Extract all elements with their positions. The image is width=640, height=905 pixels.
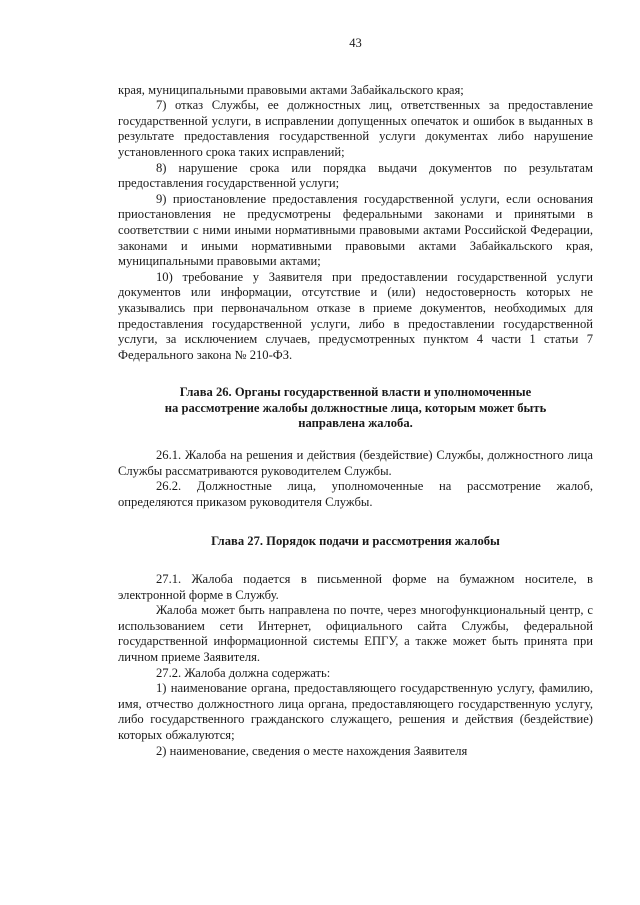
chapter-26-heading-line-1: Глава 26. Органы государственной власти и уполномоченные bbox=[179, 385, 532, 400]
paragraph-26-2: 26.2. Должностные лица, уполномоченные на рассмотрение жалоб, определяются приказом руководителя Службы. bbox=[118, 479, 593, 509]
chapter-26-heading-line-3: направлена жалоба. bbox=[298, 416, 413, 431]
paragraph-27-1: 27.1. Жалоба подается в письменной форме на бумажном носителе, в электронной форме в Службу. bbox=[118, 572, 593, 602]
page-number: 43 bbox=[349, 36, 362, 50]
list-item-8: 8) нарушение срока или порядка выдачи документов по результатам предоставления государственной услуги; bbox=[118, 160, 593, 191]
paragraph-26-1: 26.1. Жалоба на решения и действия (бездействие) Службы, должностного лица Службы рассматриваются руководителем Службы. bbox=[118, 448, 593, 478]
chapter-27-heading-line-1: Глава 27. Порядок подачи и рассмотрения жалобы bbox=[211, 534, 500, 549]
paragraph-27-1-cont: Жалоба может быть направлена по почте, через многофункциональный центр, с использованием сети Интернет, официального сайта Службы, федеральной государственной информационной системы ЕПГУ, а также может быть принята при личном приеме Заявителя. bbox=[118, 603, 593, 664]
list-item-7: 7) отказ Службы, ее должностных лиц, ответственных за предоставление государственной услуги, в исправлении допущенных опечаток и ошибок в выданных в результате предоставления государственной услуги документах либо нарушение установленного срока таких исправлений; bbox=[118, 98, 593, 159]
list-item-9: 9) приостановление предоставления государственной услуги, если основания приостановления не предусмотрены федеральными законами и принятыми в соответствии с ними иными нормативными правовыми актами Российской Федерации, законами и иными нормативными правовыми актами Забайкальского края, муниципальными правовыми актами; bbox=[118, 191, 593, 269]
paragraph-27-2: 27.2. Жалоба должна содержать: bbox=[156, 665, 331, 680]
paragraph-0: края, муниципальными правовыми актами Забайкальского края; bbox=[118, 82, 464, 97]
chapter-26-heading bbox=[118, 385, 593, 432]
list-item-10: 10) требование у Заявителя при предоставлении государственной услуги документов или информации, отсутствие и (или) недостоверность которых не указывались при первоначальном отказе в приеме документов, необходимых для предоставления государственной услуги, либо в предоставлении государственной услуги, за исключением случаев, предусмотренных пунктом 4 части 1 статьи 7 Федерального закона № 210-ФЗ. bbox=[118, 269, 593, 362]
list-item-27-2-1: 1) наименование органа, предоставляющего государственную услугу, фамилию, имя, отчество должностного лица органа, предоставляющего государственную услугу, либо государственного гражданского служащего, решения и действия (бездействие) которых обжалуются; bbox=[118, 681, 593, 742]
chapter-27-heading bbox=[118, 534, 593, 550]
list-item-27-2-2: 2) наименование, сведения о месте нахождения Заявителя bbox=[156, 743, 468, 758]
chapter-26-heading-line-2: на рассмотрение жалобы должностные лица, которым может быть bbox=[164, 400, 547, 415]
